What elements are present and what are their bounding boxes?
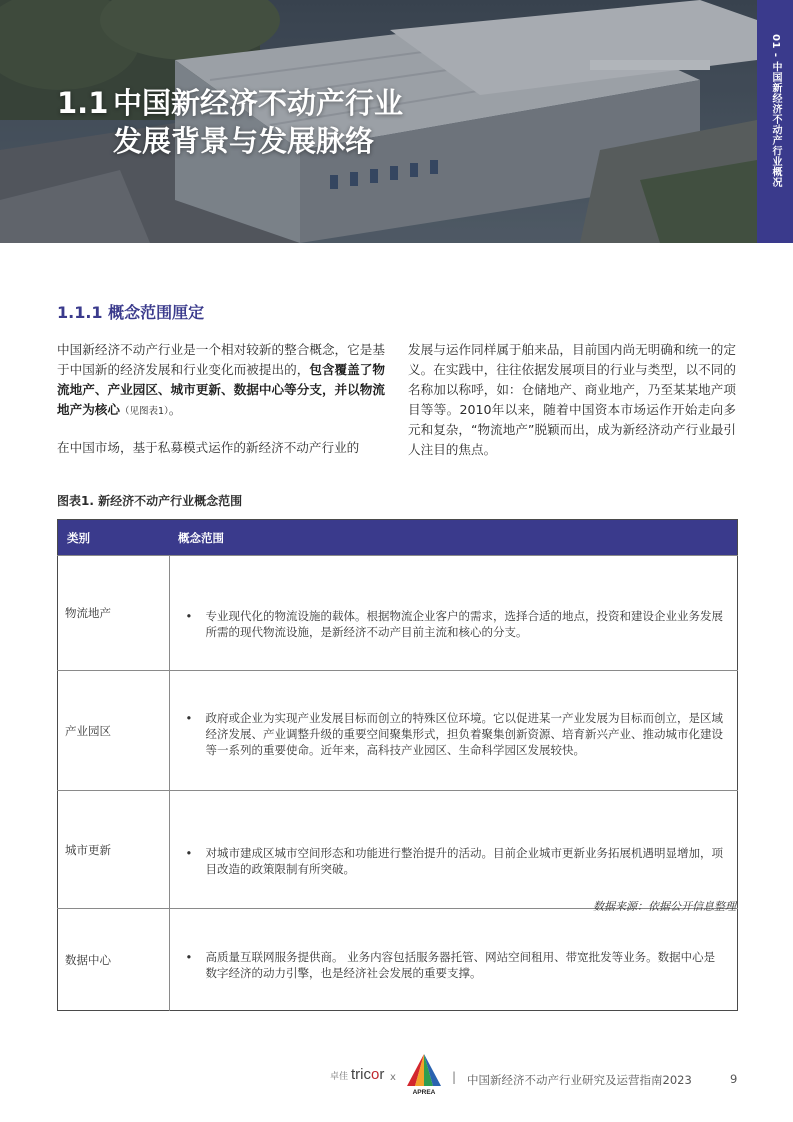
table-row — [58, 556, 738, 671]
scope-cell — [169, 556, 738, 671]
text-column-right — [408, 340, 736, 460]
table-row — [58, 909, 738, 1011]
title-line-2: 发展背景与发展脉络 — [113, 124, 375, 158]
section-heading: 1.1.1 概念范围厘定 — [57, 303, 205, 322]
bullet-icon: • — [185, 950, 193, 964]
table-header-row — [58, 520, 738, 556]
paragraph-2-continued: 发展与运作同样属于舶来品，目前国内尚无明确和统一的定义。在实践中，往往依据发展项目的行业与类型，以不同的名称加以称呼，如：仓储地产、商业地产，乃至某某地产项目等等。2010年以来，随着中国资本市场运作开始走向多元和复杂，“物流地产”脱颖而出，成为新经济动产行业最引人注目的焦点。 — [408, 342, 736, 457]
scope-text: 政府或企业为实现产业发展目标而创立的特殊区位环境。它以促进某一产业发展为目标而创立，是区域经济发展、产业调整升级的重要空间聚集形式，担负着聚集创新资源、培育新兴产业、推动城市化建设等一系列的重要使命。近年来，高科技产业园区、生命科学园区发展较快。 — [205, 711, 723, 757]
text-column-left — [57, 340, 385, 458]
paragraph-1-text: 中国新经济不动产行业是一个相对较新的整合概念，它是基于中国新的经济发展和行业变化而被提出的， — [57, 342, 385, 377]
tricor-wordmark-o: o — [371, 1066, 380, 1083]
aprea-logo — [403, 1052, 445, 1098]
bullet-icon: • — [185, 846, 193, 860]
aprea-logo-text: APREA — [412, 1089, 436, 1096]
paragraph-1-end: 。 — [168, 402, 182, 417]
tricor-wordmark-start: tric — [351, 1066, 372, 1083]
category-cell: 城市更新 — [58, 791, 170, 909]
page-title — [57, 84, 403, 160]
table-row — [58, 671, 738, 791]
category-cell: 数据中心 — [58, 909, 170, 1011]
page-footer — [0, 1050, 793, 1100]
title-number: 1.1 — [57, 86, 109, 120]
page-number: 9 — [730, 1072, 738, 1086]
footer-divider: | — [452, 1070, 457, 1084]
report-title: 中国新经济不动产行业研究及运营指南2023 — [467, 1073, 692, 1087]
table-caption: 图表1. 新经济不动产行业概念范围 — [57, 494, 243, 508]
chapter-side-tab-label: 01 - 中国新经济不动产行业概况 — [770, 34, 781, 188]
tricor-seal: 卓佳 — [330, 1071, 349, 1081]
scope-text: 对城市建成区城市空间形态和功能进行整治提升的活动。目前企业城市更新业务拓展机遇明显增加，项目改造的政策限制有所突破。 — [205, 846, 723, 876]
scope-text: 专业现代化的物流设施的载体。根据物流企业客户的需求，选择合适的地点，投资和建设企业业务发展所需的现代物流设施，是新经济不动产目前主流和核心的分支。 — [205, 609, 723, 639]
title-line-1: 中国新经济不动产行业 — [113, 86, 404, 120]
category-cell: 物流地产 — [58, 556, 170, 671]
header-scope: 概念范围 — [169, 520, 738, 556]
bullet-icon: • — [185, 609, 193, 623]
scope-cell — [169, 671, 738, 791]
category-cell: 产业园区 — [58, 671, 170, 791]
hero-banner — [0, 0, 757, 243]
paragraph-1-bold: 包含覆盖了物流地产、产业园区、城市更新、数据中心等分支，并以物流地产为核心 — [57, 362, 386, 417]
concept-scope-table — [57, 519, 738, 1011]
header-category: 类别 — [58, 520, 170, 556]
scope-cell — [169, 909, 738, 1011]
tricor-logo — [330, 1066, 384, 1083]
paragraph-1 — [57, 340, 385, 422]
bullet-icon: • — [185, 711, 193, 725]
table-row — [58, 791, 738, 909]
figure-reference: （见图表1） — [119, 406, 169, 417]
logo-separator: x — [390, 1072, 396, 1083]
scope-text: 高质量互联网服务提供商。 业务内容包括服务器托管、网站空间租用、带宽批发等业务。数据中心是数字经济的动力引擎，也是经济社会发展的重要支撑。 — [205, 950, 716, 980]
data-source-note: 数据来源：依据公开信息整理 — [593, 900, 736, 913]
tricor-wordmark-end: r — [379, 1066, 385, 1083]
chapter-side-tab — [757, 0, 793, 243]
paragraph-2: 在中国市场，基于私募模式运作的新经济不动产行业的 — [57, 440, 360, 455]
scope-cell — [169, 791, 738, 909]
